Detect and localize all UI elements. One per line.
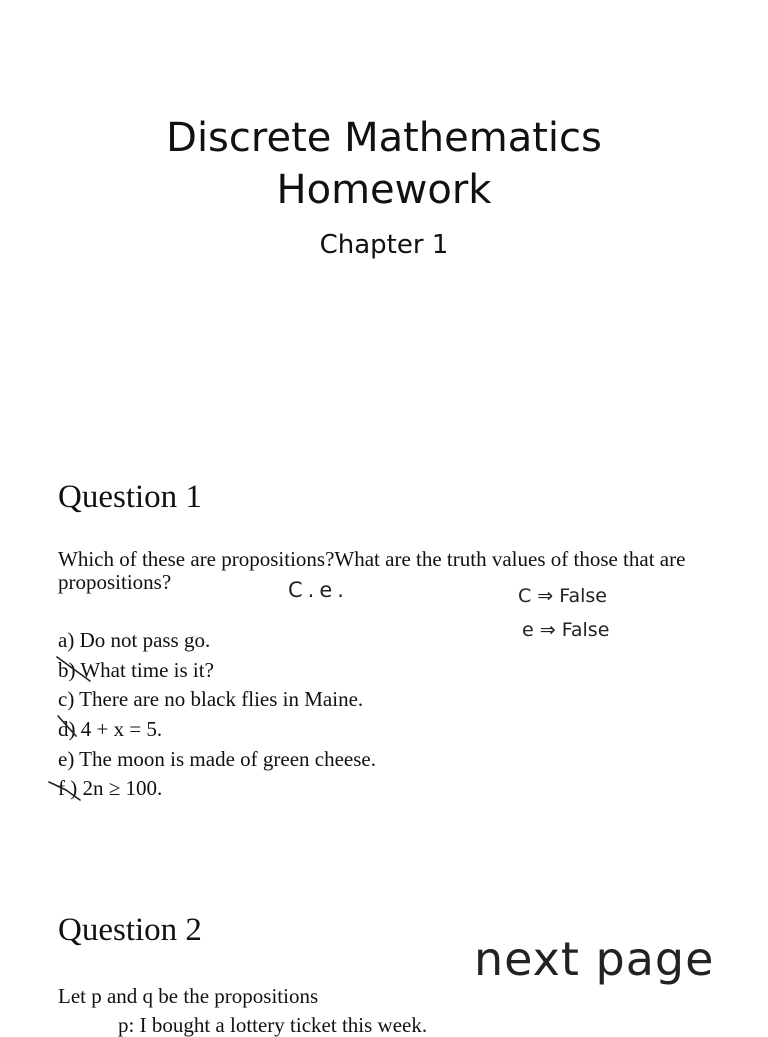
question-1-prompt: Which of these are propositions?What are the truth values of those that are propositions?	[58, 547, 686, 594]
option-c: c) There are no black flies in Maine.	[58, 687, 364, 711]
chapter-subtitle: Chapter 1	[319, 230, 449, 260]
option-f: f ) 2n ≥ 100.	[58, 776, 163, 800]
handwritten-answers: C.e.	[288, 578, 349, 602]
handwritten-next-page: next page	[474, 932, 715, 986]
option-a: a) Do not pass go.	[58, 628, 211, 652]
handwritten-c-result: C ⇒ False	[518, 585, 607, 607]
option-b: b) What time is it?	[58, 658, 214, 682]
question-1-heading: Question 1	[58, 479, 202, 515]
question-2-intro: Let p and q be the propositions	[58, 984, 319, 1008]
title-line-2: Homework	[276, 167, 492, 213]
option-d: d) 4 + x = 5.	[58, 717, 163, 741]
question-2-proposition-p: p: I bought a lottery ticket this week.	[118, 1013, 428, 1037]
title-line-1: Discrete Mathematics	[166, 115, 602, 161]
strike-mark-d	[58, 716, 76, 736]
question-2-heading: Question 2	[58, 912, 202, 948]
option-e: e) The moon is made of green cheese.	[58, 747, 376, 771]
strike-mark-f	[49, 782, 80, 800]
strike-mark-b	[57, 657, 90, 681]
handwritten-e-result: e ⇒ False	[522, 619, 610, 641]
